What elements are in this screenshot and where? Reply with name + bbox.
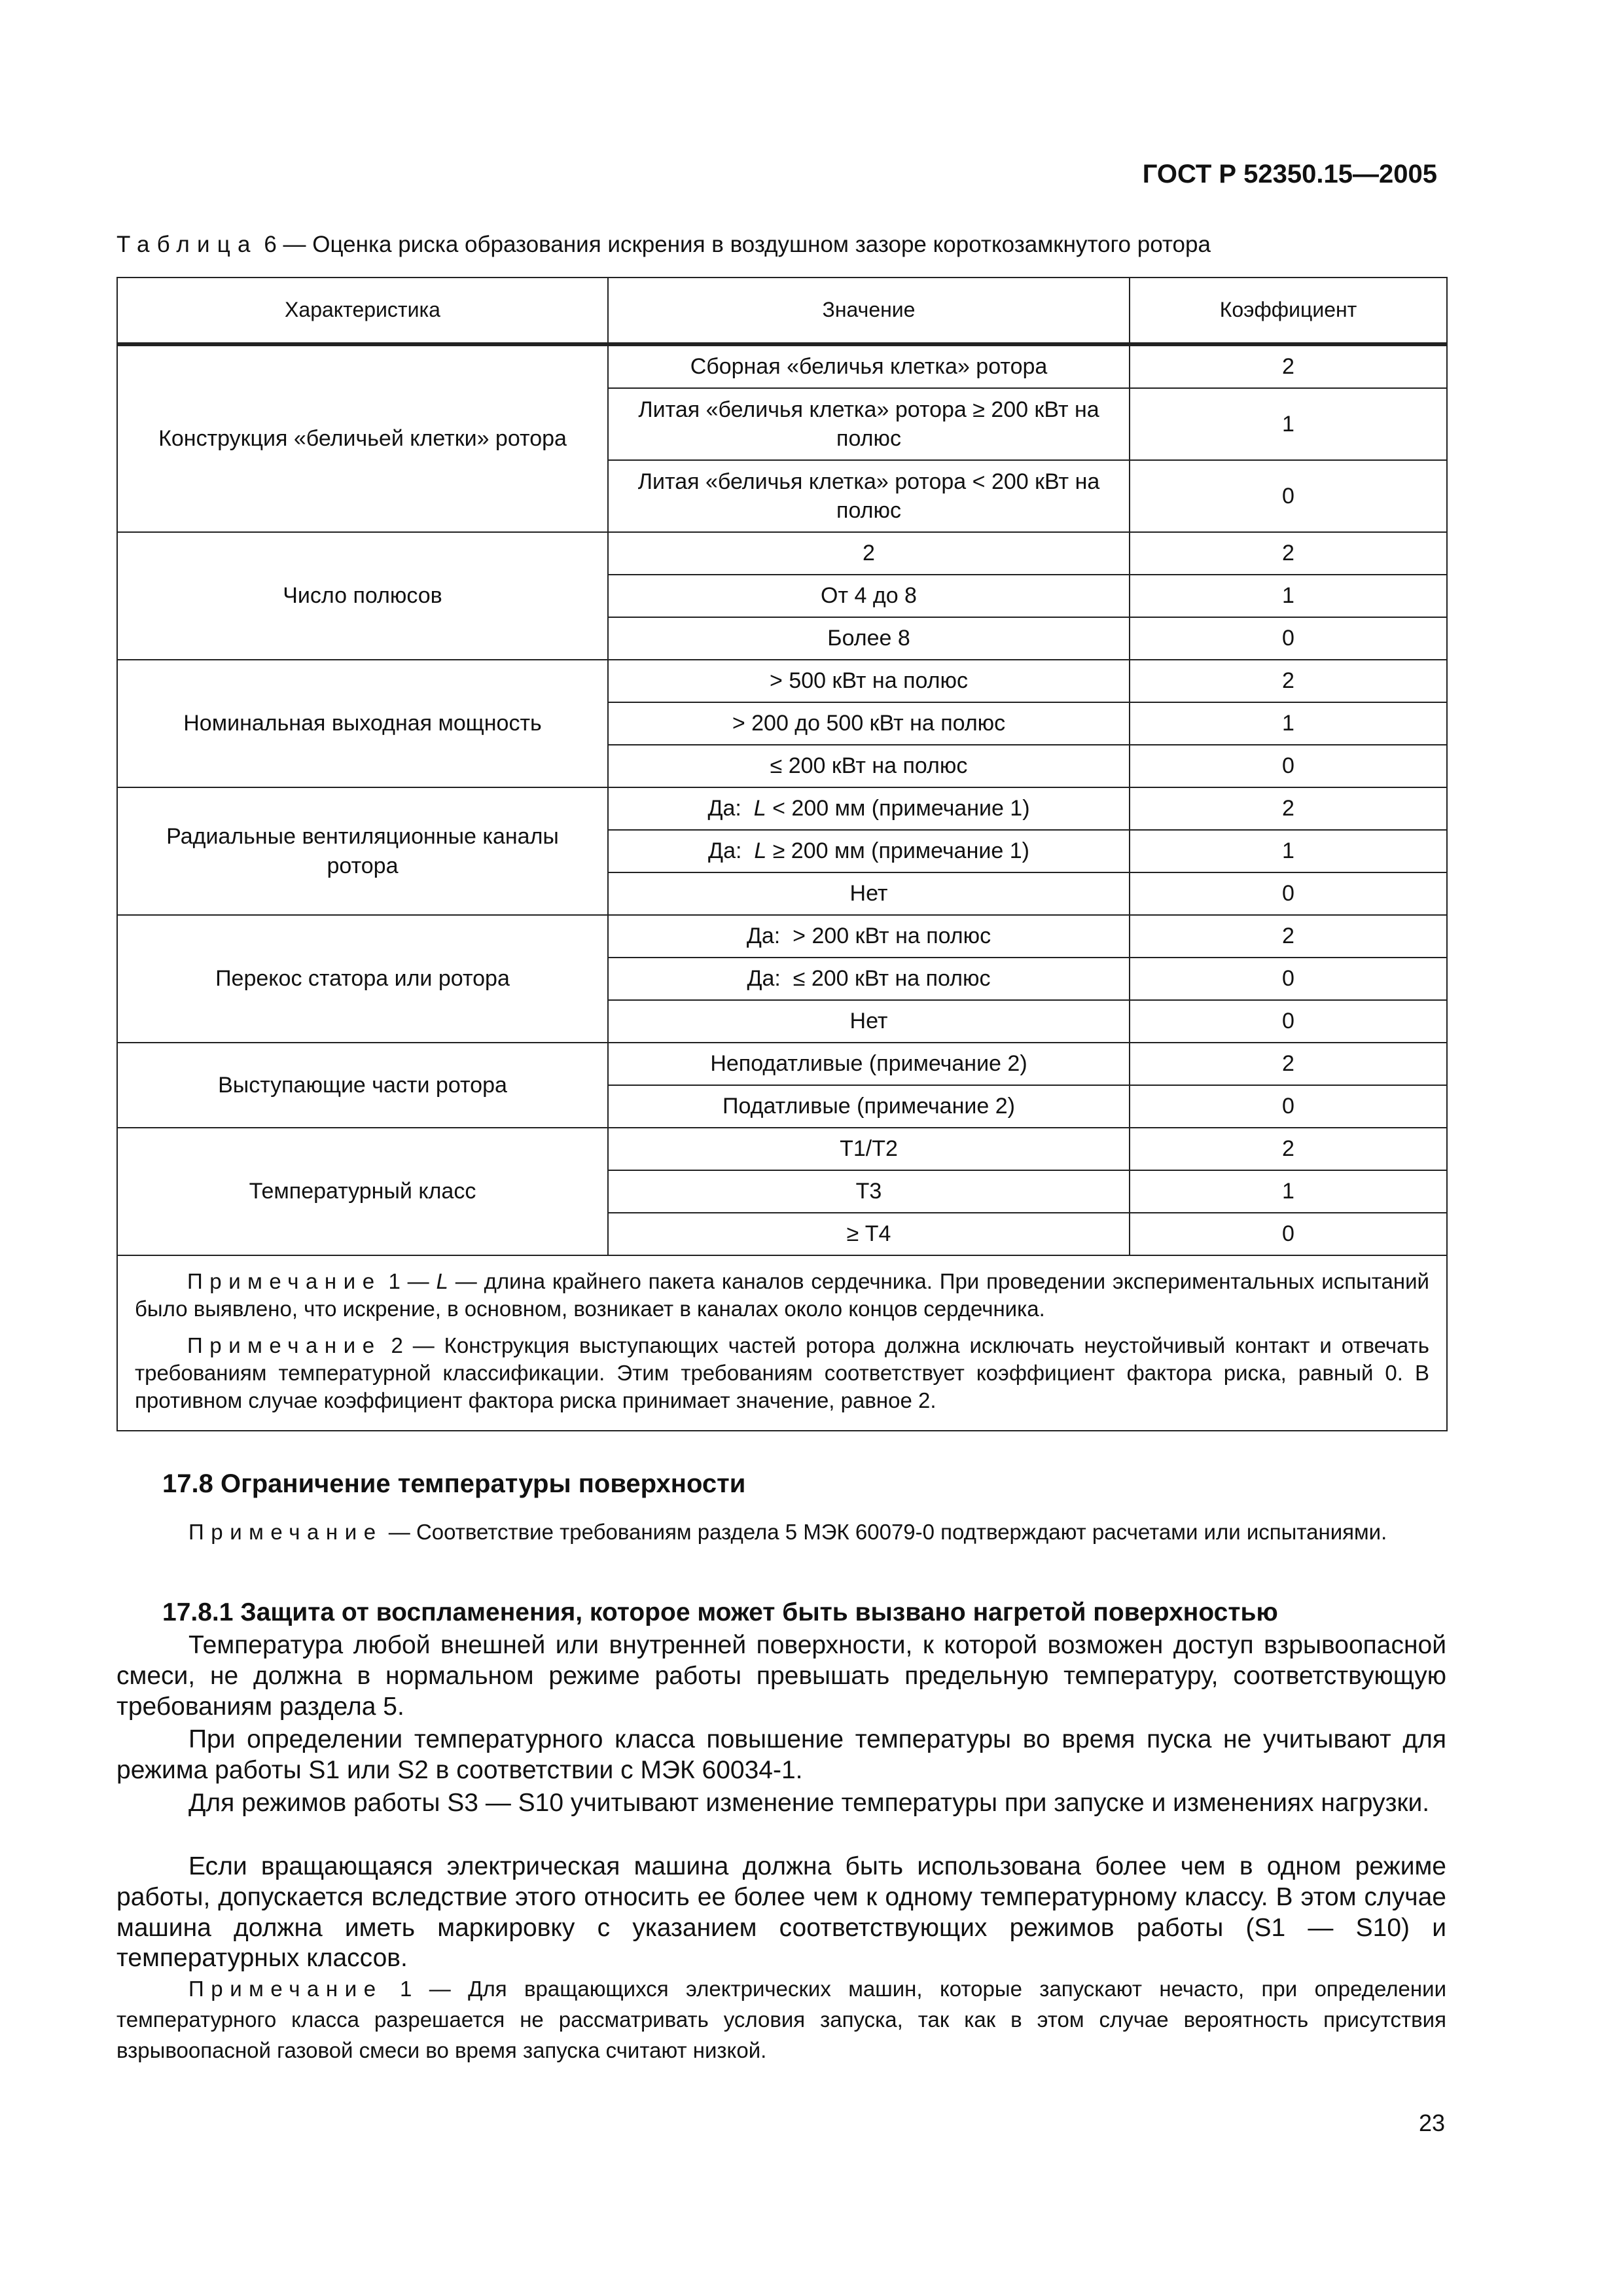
value-cell: Да: ≤ 200 кВт на полюс <box>608 958 1130 1000</box>
coefficient-cell: 1 <box>1130 575 1447 617</box>
table-row <box>117 1128 1447 1170</box>
table-row <box>117 787 1447 830</box>
section-17-8-1-note <box>116 1974 1446 2066</box>
value-suffix: < 200 мм (примечание 1) <box>766 796 1030 821</box>
coefficient-cell: 0 <box>1130 617 1447 660</box>
body-paragraph-2: При определении температурного класса повышение температуры во время пуска не учитывают для режима работы S1 или S2 в соответствии с МЭК 60034-1. <box>116 1725 1446 1784</box>
section-17-8-note <box>116 1517 1446 1548</box>
value-cell: От 4 до 8 <box>608 575 1130 617</box>
coefficient-cell: 0 <box>1130 1213 1447 1255</box>
body-paragraph-1: Температура любой внешней или внутренней поверхности, к которой возможен доступ взрывоопасной смеси, не должна в нормальном режиме работы превышать предельную температуру, соответствующую требованиям раздела 5. <box>116 1631 1446 1721</box>
characteristic-cell: Радиальные вентиляционные каналы ротора <box>117 787 608 915</box>
characteristic-cell: Выступающие части ротора <box>117 1043 608 1128</box>
value-cell: 2 <box>608 532 1130 575</box>
table-header-row <box>117 278 1447 344</box>
variable-l: L <box>753 796 766 821</box>
value-cell: Нет <box>608 872 1130 915</box>
coefficient-cell: 1 <box>1130 1170 1447 1213</box>
value-cell: Неподатливые (примечание 2) <box>608 1043 1130 1085</box>
value-cell: Литая «беличья клетка» ротора < 200 кВт на полюс <box>608 460 1130 532</box>
body-paragraph-4: Если вращающаяся электрическая машина должна быть использована более чем в одном режиме работы, допускается вследствие этого относить ее более чем к одному температурному классу. В этом случае машина должна иметь маркировку с указанием соответствующих режимов работы (S1 — S10) и температурных классов. <box>116 1852 1446 1973</box>
coefficient-cell: 0 <box>1130 460 1447 532</box>
note-number: 2 — <box>391 1333 444 1357</box>
table-notes-row <box>117 1255 1447 1431</box>
coefficient-cell: 2 <box>1130 1128 1447 1170</box>
characteristic-cell: Перекос статора или ротора <box>117 915 608 1043</box>
coefficient-cell: 1 <box>1130 388 1447 460</box>
table-row <box>117 660 1447 702</box>
table-note-1 <box>135 1268 1429 1323</box>
note-number: 1 — <box>388 1269 437 1293</box>
table-caption <box>116 232 1211 258</box>
note-text: — Соответствие требованиям раздела 5 МЭК 60079-0 подтверждают расчетами или испытаниями. <box>382 1520 1387 1544</box>
section-17-8-heading: 17.8 Ограничение температуры поверхности <box>162 1469 746 1498</box>
note-text: 1 — Для вращающихся электрических машин, которые запускают нечасто, при определении температурного класса разрешается не рассматривать условия запуска, так как в этом случае вероятность присутствия взрывоопасной газовой смеси во время запуска считают низкой. <box>116 1977 1446 2062</box>
coefficient-cell: 2 <box>1130 787 1447 830</box>
table-caption-label: Таблица <box>116 232 258 257</box>
coefficient-cell: 2 <box>1130 1043 1447 1085</box>
value-cell: Да: > 200 кВт на полюс <box>608 915 1130 958</box>
coefficient-cell: 2 <box>1130 532 1447 575</box>
coefficient-cell: 2 <box>1130 915 1447 958</box>
variable-l: L <box>754 838 767 864</box>
characteristic-cell: Число полюсов <box>117 532 608 660</box>
table-notes-cell <box>117 1255 1447 1431</box>
table-row <box>117 915 1447 958</box>
coefficient-cell: 0 <box>1130 745 1447 787</box>
column-header-coefficient: Коэффициент <box>1130 278 1447 344</box>
characteristic-cell: Температурный класс <box>117 1128 608 1255</box>
value-cell: Т3 <box>608 1170 1130 1213</box>
value-cell: Т1/Т2 <box>608 1128 1130 1170</box>
note-text: Конструкция выступающих частей ротора должна исключать неустойчивый контакт и отвечать требованиям температурной классификации. Этим требованиям соответствует коэффициент фактора риска, равный 0. В противном случае коэффициент фактора риска принимает значение, равное 2. <box>135 1333 1429 1412</box>
value-cell: ≥ Т4 <box>608 1213 1130 1255</box>
value-cell: > 200 до 500 кВт на полюс <box>608 702 1130 745</box>
coefficient-cell: 0 <box>1130 872 1447 915</box>
table-note-2 <box>135 1332 1429 1414</box>
note-label: Примечание <box>187 1333 382 1357</box>
value-cell <box>608 787 1130 830</box>
table-caption-title: 6 — Оценка риска образования искрения в воздушном зазоре короткозамкнутого ротора <box>257 232 1211 257</box>
value-cell: ≤ 200 кВт на полюс <box>608 745 1130 787</box>
value-cell: Более 8 <box>608 617 1130 660</box>
coefficient-cell: 0 <box>1130 958 1447 1000</box>
value-prefix: Да: <box>707 796 754 821</box>
value-cell: Нет <box>608 1000 1130 1043</box>
value-cell: Литая «беличья клетка» ротора ≥ 200 кВт на полюс <box>608 388 1130 460</box>
variable-l: L <box>436 1269 448 1293</box>
coefficient-cell: 0 <box>1130 1000 1447 1043</box>
value-cell <box>608 830 1130 872</box>
section-17-8-1-heading: 17.8.1 Защита от воспламенения, которое может быть вызвано нагретой поверхностью <box>162 1598 1278 1626</box>
characteristic-cell: Номинальная выходная мощность <box>117 660 608 787</box>
coefficient-cell: 0 <box>1130 1085 1447 1128</box>
value-suffix: ≥ 200 мм (примечание 1) <box>766 838 1029 864</box>
column-header-value: Значение <box>608 278 1130 344</box>
risk-assessment-table <box>116 277 1448 1431</box>
table-row <box>117 1043 1447 1085</box>
note-label: Примечание <box>188 1520 383 1544</box>
coefficient-cell: 2 <box>1130 660 1447 702</box>
value-cell: Податливые (примечание 2) <box>608 1085 1130 1128</box>
note-label: Примечание <box>187 1269 382 1293</box>
characteristic-cell: Конструкция «беличьей клетки» ротора <box>117 344 608 532</box>
coefficient-cell: 1 <box>1130 702 1447 745</box>
table-row <box>117 344 1447 388</box>
column-header-characteristic: Характеристика <box>117 278 608 344</box>
coefficient-cell: 2 <box>1130 344 1447 388</box>
value-cell: Сборная «беличья клетка» ротора <box>608 344 1130 388</box>
value-cell: > 500 кВт на полюс <box>608 660 1130 702</box>
table-row <box>117 532 1447 575</box>
coefficient-cell: 1 <box>1130 830 1447 872</box>
value-prefix: Да: <box>708 838 755 864</box>
note-text: — длина крайнего пакета каналов сердечника. При проведении экспериментальных испытаний было выявлено, что искрение, в основном, возникает в каналах около концов сердечника. <box>135 1269 1429 1321</box>
body-paragraph-3: Для режимов работы S3 — S10 учитывают изменение температуры при запуске и изменениях нагрузки. <box>188 1789 1430 1817</box>
note-label: Примечание <box>188 1977 383 2001</box>
page-number: 23 <box>1418 2109 1445 2136</box>
standard-code-header: ГОСТ Р 52350.15—2005 <box>1142 160 1437 188</box>
